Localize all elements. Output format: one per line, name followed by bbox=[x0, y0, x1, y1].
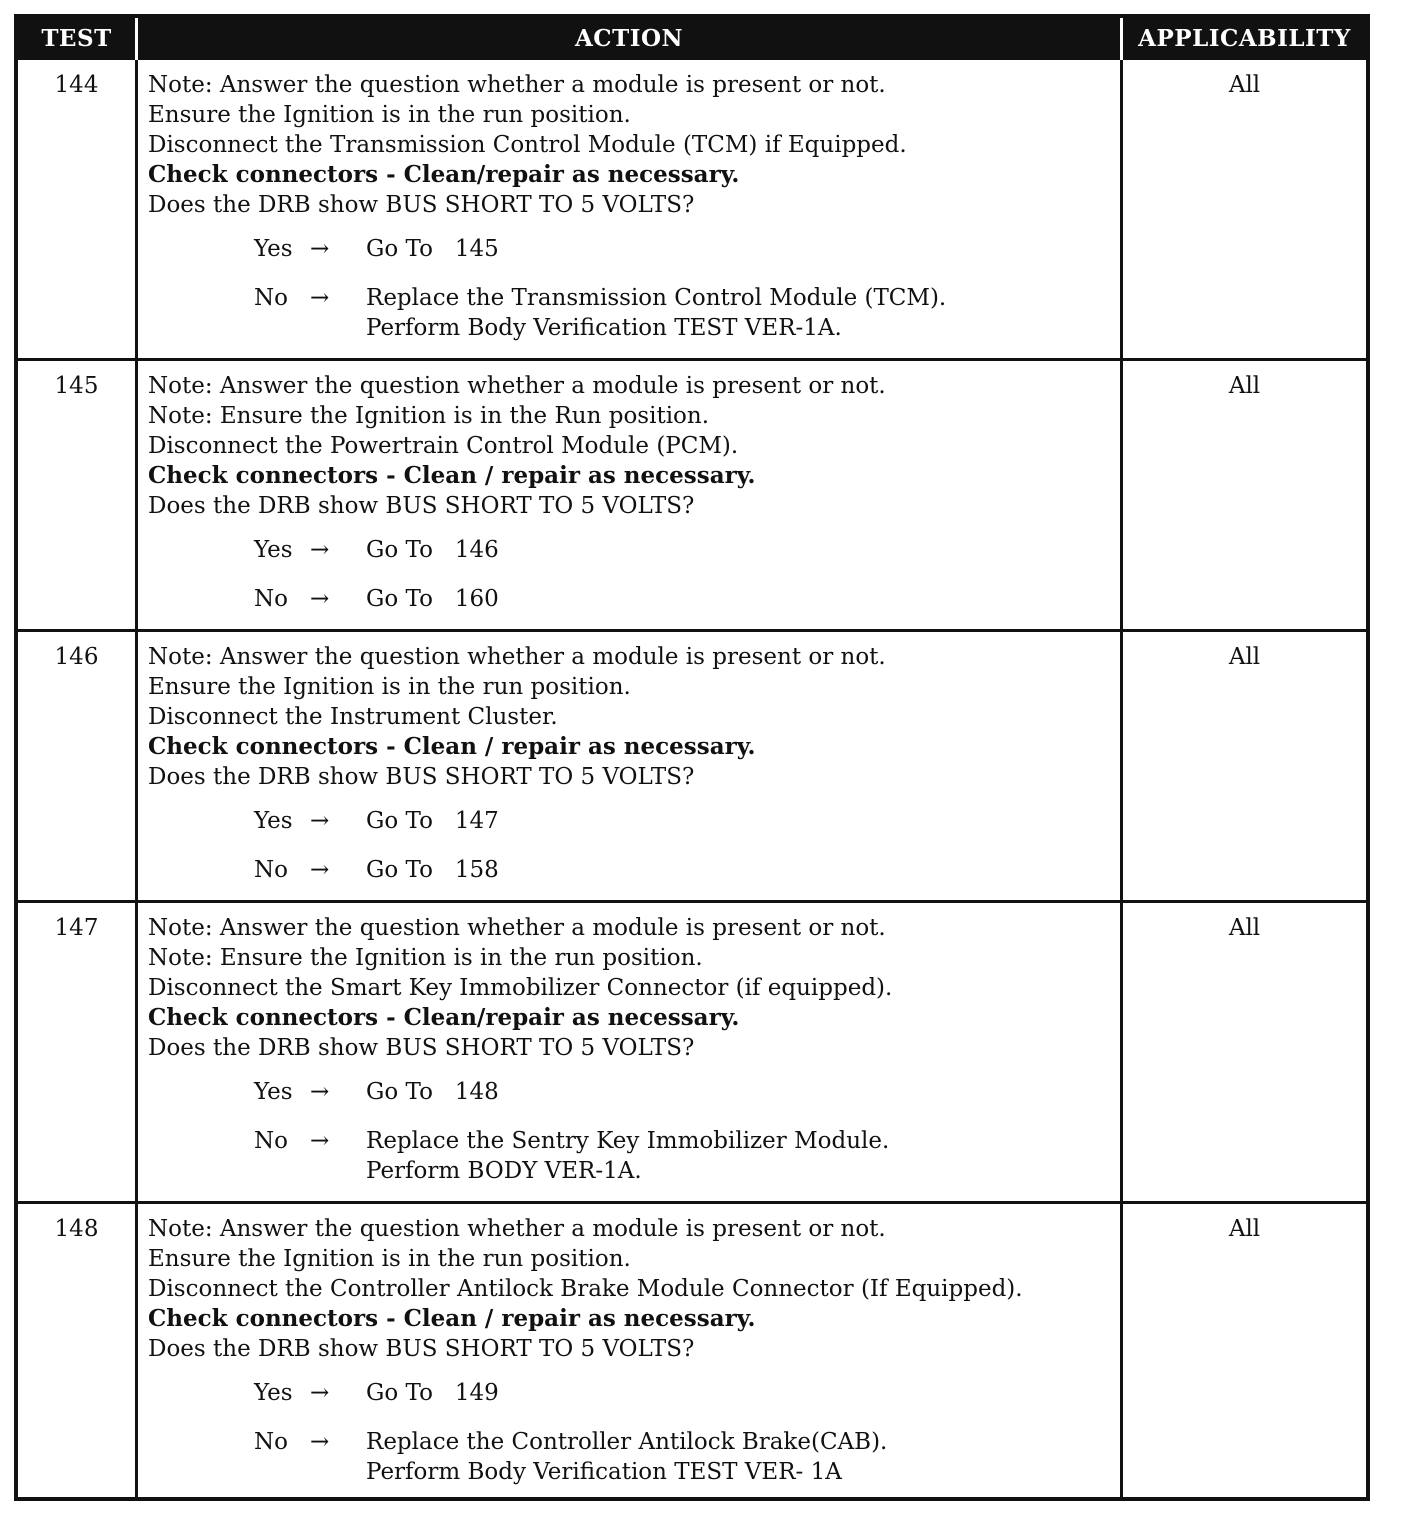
no-result bbox=[366, 1126, 889, 1186]
no-choice bbox=[254, 1126, 1120, 1186]
yes-label: Yes bbox=[254, 1079, 293, 1105]
test-number: 145 bbox=[54, 373, 99, 399]
result-line: Replace the Transmission Control Module (TCM). bbox=[366, 285, 947, 311]
result-line: Go To 160 bbox=[366, 586, 499, 612]
action-line: Does the DRB show BUS SHORT TO 5 VOLTS? bbox=[148, 493, 695, 519]
test-number: 146 bbox=[54, 644, 99, 670]
arrow-right-icon: → bbox=[310, 537, 330, 563]
table-header bbox=[18, 18, 1366, 60]
action-line: Disconnect the Controller Antilock Brake Module Connector (If Equipped). bbox=[148, 1276, 1023, 1302]
action-line: Ensure the Ignition is in the run position. bbox=[148, 102, 631, 128]
yes-result bbox=[366, 1378, 499, 1408]
action-line: Disconnect the Smart Key Immobilizer Connector (if equipped). bbox=[148, 975, 893, 1001]
action-line: Disconnect the Powertrain Control Module (PCM). bbox=[148, 433, 739, 459]
no-result bbox=[366, 1427, 887, 1487]
action-line: Disconnect the Instrument Cluster. bbox=[148, 704, 558, 730]
no-result bbox=[366, 584, 499, 614]
answer-choices bbox=[148, 1077, 1120, 1186]
header-action: ACTION bbox=[135, 18, 1120, 60]
test-number: 148 bbox=[54, 1216, 99, 1242]
result-line: Go To 145 bbox=[366, 236, 499, 262]
yes-choice bbox=[254, 806, 1120, 836]
yes-choice bbox=[254, 1077, 1120, 1107]
no-label: No bbox=[254, 1429, 288, 1455]
answer-choices bbox=[148, 535, 1120, 614]
result-line: Go To 148 bbox=[366, 1079, 499, 1105]
yes-label: Yes bbox=[254, 1380, 293, 1406]
action-cell bbox=[135, 903, 1120, 1201]
action-cell bbox=[135, 60, 1120, 358]
no-result bbox=[366, 283, 946, 343]
action-line: Note: Ensure the Ignition is in the run position. bbox=[148, 945, 703, 971]
no-label: No bbox=[254, 857, 288, 883]
yes-choice bbox=[254, 1378, 1120, 1408]
action-line: Note: Ensure the Ignition is in the Run position. bbox=[148, 403, 710, 429]
check-connectors-instruction: Check connectors - Clean/repair as necessary. bbox=[148, 161, 740, 188]
arrow-right-icon: → bbox=[310, 857, 330, 883]
action-line: Does the DRB show BUS SHORT TO 5 VOLTS? bbox=[148, 1035, 695, 1061]
yes-choice bbox=[254, 535, 1120, 565]
diagnostic-test-table bbox=[14, 14, 1370, 1501]
table-row bbox=[18, 60, 1366, 358]
answer-choices bbox=[148, 234, 1120, 343]
yes-label: Yes bbox=[254, 236, 293, 262]
result-line: Go To 158 bbox=[366, 857, 499, 883]
header-test: TEST bbox=[41, 25, 112, 52]
no-choice bbox=[254, 855, 1120, 885]
action-line: Does the DRB show BUS SHORT TO 5 VOLTS? bbox=[148, 1336, 695, 1362]
no-choice bbox=[254, 584, 1120, 614]
check-connectors-instruction: Check connectors - Clean / repair as necessary. bbox=[148, 462, 756, 489]
no-label: No bbox=[254, 285, 288, 311]
yes-label: Yes bbox=[254, 808, 293, 834]
test-number: 147 bbox=[54, 915, 99, 941]
yes-result bbox=[366, 234, 499, 264]
action-cell bbox=[135, 1204, 1120, 1501]
no-result bbox=[366, 855, 499, 885]
applicability-cell: All bbox=[1120, 903, 1366, 1201]
action-line: Ensure the Ignition is in the run position. bbox=[148, 1246, 631, 1272]
action-cell bbox=[135, 361, 1120, 629]
action-line: Ensure the Ignition is in the run position. bbox=[148, 674, 631, 700]
applicability-cell: All bbox=[1120, 632, 1366, 900]
applicability-cell: All bbox=[1120, 361, 1366, 629]
result-line: Perform Body Verification TEST VER-1A. bbox=[366, 315, 842, 341]
result-line: Go To 147 bbox=[366, 808, 499, 834]
result-line: Perform Body Verification TEST VER- 1A bbox=[366, 1459, 842, 1485]
arrow-right-icon: → bbox=[310, 1128, 330, 1154]
answer-choices bbox=[148, 806, 1120, 885]
arrow-right-icon: → bbox=[310, 285, 330, 311]
table-row bbox=[18, 358, 1366, 629]
test-number: 144 bbox=[54, 72, 99, 98]
check-connectors-instruction: Check connectors - Clean / repair as necessary. bbox=[148, 733, 756, 760]
action-line: Does the DRB show BUS SHORT TO 5 VOLTS? bbox=[148, 764, 695, 790]
applicability-cell: All bbox=[1120, 60, 1366, 358]
no-choice bbox=[254, 283, 1120, 343]
arrow-right-icon: → bbox=[310, 586, 330, 612]
result-line: Go To 149 bbox=[366, 1380, 499, 1406]
result-line: Perform BODY VER-1A. bbox=[366, 1158, 642, 1184]
table-row bbox=[18, 1201, 1366, 1501]
result-line: Replace the Sentry Key Immobilizer Module. bbox=[366, 1128, 890, 1154]
action-line: Does the DRB show BUS SHORT TO 5 VOLTS? bbox=[148, 192, 695, 218]
yes-choice bbox=[254, 234, 1120, 264]
arrow-right-icon: → bbox=[310, 1079, 330, 1105]
header-applicability: APPLICABILITY bbox=[1120, 18, 1366, 60]
yes-label: Yes bbox=[254, 537, 293, 563]
action-line: Note: Answer the question whether a module is present or not. bbox=[148, 915, 886, 941]
yes-result bbox=[366, 1077, 499, 1107]
action-line: Disconnect the Transmission Control Module (TCM) if Equipped. bbox=[148, 132, 907, 158]
action-line: Note: Answer the question whether a module is present or not. bbox=[148, 644, 886, 670]
no-label: No bbox=[254, 586, 288, 612]
arrow-right-icon: → bbox=[310, 1380, 330, 1406]
yes-result bbox=[366, 535, 499, 565]
applicability-cell: All bbox=[1120, 1204, 1366, 1501]
result-line: Go To 146 bbox=[366, 537, 499, 563]
check-connectors-instruction: Check connectors - Clean / repair as necessary. bbox=[148, 1305, 756, 1332]
table-row bbox=[18, 629, 1366, 900]
answer-choices bbox=[148, 1378, 1120, 1487]
check-connectors-instruction: Check connectors - Clean/repair as necessary. bbox=[148, 1004, 740, 1031]
no-choice bbox=[254, 1427, 1120, 1487]
yes-result bbox=[366, 806, 499, 836]
arrow-right-icon: → bbox=[310, 1429, 330, 1455]
action-line: Note: Answer the question whether a module is present or not. bbox=[148, 72, 886, 98]
action-line: Note: Answer the question whether a module is present or not. bbox=[148, 1216, 886, 1242]
action-cell bbox=[135, 632, 1120, 900]
no-label: No bbox=[254, 1128, 288, 1154]
action-line: Note: Answer the question whether a module is present or not. bbox=[148, 373, 886, 399]
arrow-right-icon: → bbox=[310, 236, 330, 262]
table-row bbox=[18, 900, 1366, 1201]
table-body bbox=[18, 60, 1366, 1501]
arrow-right-icon: → bbox=[310, 808, 330, 834]
result-line: Replace the Controller Antilock Brake(CAB). bbox=[366, 1429, 888, 1455]
